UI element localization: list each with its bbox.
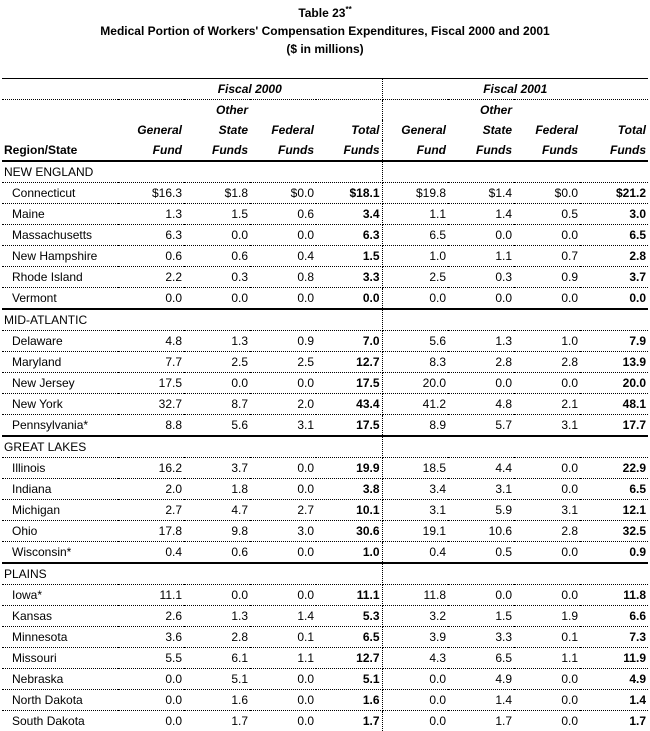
table-cell: 20.0 — [382, 373, 448, 394]
state-name: Ohio — [2, 521, 118, 542]
column-header-cell: State — [448, 120, 514, 140]
table-cell: 3.1 — [514, 500, 580, 521]
table-row — [2, 246, 648, 267]
table-cell: 48.1 — [580, 394, 648, 415]
table-cell: 0.3 — [448, 267, 514, 288]
table-cell: 1.0 — [514, 331, 580, 352]
table-cell: 4.3 — [382, 648, 448, 669]
state-name: Illinois — [2, 458, 118, 479]
table-cell: 0.0 — [382, 669, 448, 690]
state-name: Missouri — [2, 648, 118, 669]
table-cell: 0.5 — [448, 542, 514, 564]
table-cell: 1.3 — [184, 606, 250, 627]
table-cell: 0.0 — [514, 711, 580, 731]
table-cell: 1.4 — [580, 690, 648, 711]
region-name: MID-ATLANTIC — [2, 309, 382, 331]
table-cell: 0.6 — [184, 246, 250, 267]
table-cell: 1.5 — [184, 204, 250, 225]
table-cell: 7.3 — [580, 627, 648, 648]
table-cell: 7.0 — [316, 331, 382, 352]
state-name: Pennsylvania* — [2, 415, 118, 437]
column-header-row — [2, 140, 648, 161]
table-cell: 3.8 — [316, 479, 382, 500]
table-cell: 6.6 — [580, 606, 648, 627]
table-cell: 2.0 — [118, 479, 184, 500]
table-cell: 8.8 — [118, 415, 184, 437]
table-cell: 0.0 — [448, 373, 514, 394]
table-cell: 0.0 — [118, 288, 184, 310]
table-cell: 3.2 — [382, 606, 448, 627]
table-cell: 0.6 — [118, 246, 184, 267]
table-cell: 1.1 — [250, 648, 316, 669]
column-header-cell: Funds — [448, 140, 514, 161]
table-row — [2, 690, 648, 711]
table-cell: 0.0 — [514, 585, 580, 606]
table-row — [2, 183, 648, 204]
column-header-cell: Funds — [316, 140, 382, 161]
table-cell: 1.5 — [448, 606, 514, 627]
table-cell: 0.5 — [514, 204, 580, 225]
table-cell: 2.8 — [184, 627, 250, 648]
table-cell: 0.4 — [250, 246, 316, 267]
state-name: Iowa* — [2, 585, 118, 606]
table-cell: 5.9 — [448, 500, 514, 521]
table-row — [2, 542, 648, 564]
region-row-fill — [382, 309, 648, 331]
table-cell: 0.0 — [514, 288, 580, 310]
table-cell: 8.3 — [382, 352, 448, 373]
table-cell: 0.0 — [250, 711, 316, 731]
table-title-block — [0, 0, 650, 58]
table-row — [2, 627, 648, 648]
table-cell: 3.0 — [250, 521, 316, 542]
column-header-cell — [2, 120, 118, 140]
region-row — [2, 436, 648, 458]
table-cell: 0.0 — [250, 373, 316, 394]
table-cell: 2.8 — [448, 352, 514, 373]
table-cell: 3.6 — [118, 627, 184, 648]
table-cell: 0.0 — [118, 690, 184, 711]
table-cell: 6.3 — [316, 225, 382, 246]
table-cell: 0.1 — [250, 627, 316, 648]
table-cell: 7.7 — [118, 352, 184, 373]
table-cell: 17.8 — [118, 521, 184, 542]
table-cell: 17.7 — [580, 415, 648, 437]
table-cell: 0.9 — [514, 267, 580, 288]
table-cell: 1.6 — [184, 690, 250, 711]
table-cell: 3.7 — [184, 458, 250, 479]
table-cell: 3.4 — [382, 479, 448, 500]
region-row — [2, 161, 648, 183]
fiscal-year-header-row — [2, 79, 648, 100]
table-cell: 1.5 — [316, 246, 382, 267]
table-cell: 1.0 — [316, 542, 382, 564]
column-header-cell: Other — [184, 100, 250, 121]
table-cell: 2.2 — [118, 267, 184, 288]
table-cell: 0.0 — [514, 479, 580, 500]
table-cell: 2.7 — [118, 500, 184, 521]
table-cell: 3.3 — [448, 627, 514, 648]
state-name: Maine — [2, 204, 118, 225]
table-cell: 2.6 — [118, 606, 184, 627]
table-cell: 0.0 — [514, 225, 580, 246]
table-cell: 18.5 — [382, 458, 448, 479]
table-cell: 32.5 — [580, 521, 648, 542]
column-header-cell: General — [382, 120, 448, 140]
table-cell: 1.3 — [118, 204, 184, 225]
table-cell: 0.0 — [448, 585, 514, 606]
state-name: Kansas — [2, 606, 118, 627]
table-cell: 1.3 — [448, 331, 514, 352]
table-cell: 6.5 — [316, 627, 382, 648]
state-name: Delaware — [2, 331, 118, 352]
table-cell: 0.0 — [580, 288, 648, 310]
table-cell: 3.3 — [316, 267, 382, 288]
table-cell: 0.0 — [250, 225, 316, 246]
table-cell: 2.0 — [250, 394, 316, 415]
table-row — [2, 500, 648, 521]
region-name: NEW ENGLAND — [2, 161, 382, 183]
table-cell: 4.9 — [580, 669, 648, 690]
table-cell: 4.7 — [184, 500, 250, 521]
table-cell: 16.2 — [118, 458, 184, 479]
state-name: Nebraska — [2, 669, 118, 690]
table-cell: 8.9 — [382, 415, 448, 437]
table-cell: 1.1 — [514, 648, 580, 669]
table-cell: 0.0 — [382, 288, 448, 310]
state-name: New York — [2, 394, 118, 415]
column-header-row — [2, 100, 648, 121]
table-cell: 1.7 — [316, 711, 382, 731]
state-name: North Dakota — [2, 690, 118, 711]
table-cell: 6.5 — [448, 648, 514, 669]
column-header-cell: Funds — [514, 140, 580, 161]
table-cell: 2.5 — [184, 352, 250, 373]
table-cell: 1.4 — [448, 690, 514, 711]
table-cell: 2.1 — [514, 394, 580, 415]
column-header-cell: Total — [580, 120, 648, 140]
column-header-row — [2, 120, 648, 140]
column-header-cell — [316, 100, 382, 121]
table-cell: 13.9 — [580, 352, 648, 373]
table-cell: 3.0 — [580, 204, 648, 225]
table-cell: 5.1 — [316, 669, 382, 690]
table-row — [2, 394, 648, 415]
table-cell: 1.8 — [184, 479, 250, 500]
region-row-fill — [382, 436, 648, 458]
table-cell: 5.1 — [184, 669, 250, 690]
table-cell: 4.4 — [448, 458, 514, 479]
table-cell: 1.1 — [448, 246, 514, 267]
table-cell: 0.3 — [184, 267, 250, 288]
column-header-cell — [118, 100, 184, 121]
column-header-cell — [250, 100, 316, 121]
table-cell: 1.4 — [448, 204, 514, 225]
table-cell: 5.6 — [382, 331, 448, 352]
table-cell: 6.5 — [580, 479, 648, 500]
table-cell: 3.1 — [250, 415, 316, 437]
table-row — [2, 225, 648, 246]
table-cell: 0.0 — [514, 373, 580, 394]
state-name: Massachusetts — [2, 225, 118, 246]
table-cell: 17.5 — [316, 415, 382, 437]
table-number-text: Table 23 — [298, 6, 345, 20]
table-units: ($ in millions) — [0, 40, 650, 58]
table-number — [0, 1, 650, 22]
table-cell: 11.9 — [580, 648, 648, 669]
table-cell: 0.0 — [250, 542, 316, 564]
column-header-cell: Federal — [250, 120, 316, 140]
table-cell: 0.0 — [250, 690, 316, 711]
table-cell: 2.8 — [514, 521, 580, 542]
table-row — [2, 648, 648, 669]
table-cell: 1.6 — [316, 690, 382, 711]
table-row — [2, 267, 648, 288]
table-cell: 0.0 — [250, 479, 316, 500]
table-row — [2, 373, 648, 394]
state-name: Michigan — [2, 500, 118, 521]
table-cell: 0.0 — [448, 288, 514, 310]
table-cell: 0.0 — [316, 288, 382, 310]
data-table — [2, 78, 648, 731]
table-cell: 1.1 — [382, 204, 448, 225]
table-cell: 8.7 — [184, 394, 250, 415]
table-cell: $0.0 — [514, 183, 580, 204]
table-cell: 3.1 — [514, 415, 580, 437]
table-cell: 30.6 — [316, 521, 382, 542]
table-row — [2, 711, 648, 731]
table-cell: 0.0 — [382, 711, 448, 731]
column-header-cell: General — [118, 120, 184, 140]
column-header-cell — [580, 100, 648, 121]
table-cell: 2.7 — [250, 500, 316, 521]
table-cell: $0.0 — [250, 183, 316, 204]
column-header-cell: Fund — [382, 140, 448, 161]
table-cell: 1.7 — [184, 711, 250, 731]
region-row — [2, 563, 648, 585]
table-cell: 0.9 — [250, 331, 316, 352]
state-name: South Dakota — [2, 711, 118, 731]
column-header-cell: State — [184, 120, 250, 140]
table-cell: 0.0 — [118, 669, 184, 690]
table-cell: 6.5 — [382, 225, 448, 246]
state-name: New Jersey — [2, 373, 118, 394]
table-cell: 12.7 — [316, 648, 382, 669]
table-cell: 0.0 — [448, 225, 514, 246]
table-cell: $18.1 — [316, 183, 382, 204]
table-cell: 10.1 — [316, 500, 382, 521]
table-cell: 6.3 — [118, 225, 184, 246]
table-cell: 17.5 — [316, 373, 382, 394]
table-cell: 0.0 — [382, 690, 448, 711]
fiscal-2001-header: Fiscal 2001 — [382, 79, 648, 100]
table-cell: 0.7 — [514, 246, 580, 267]
table-cell: $19.8 — [382, 183, 448, 204]
column-header-cell — [382, 100, 448, 121]
table-cell: 3.1 — [382, 500, 448, 521]
table-cell: 19.9 — [316, 458, 382, 479]
table-cell: 11.1 — [316, 585, 382, 606]
table-cell: 9.8 — [184, 521, 250, 542]
table-cell: 5.6 — [184, 415, 250, 437]
state-name: Wisconsin* — [2, 542, 118, 564]
table-row — [2, 606, 648, 627]
table-cell: 1.3 — [184, 331, 250, 352]
table-cell: 43.4 — [316, 394, 382, 415]
table-cell: 4.8 — [118, 331, 184, 352]
state-name: New Hampshire — [2, 246, 118, 267]
table-cell: 0.0 — [184, 288, 250, 310]
table-cell: 0.8 — [250, 267, 316, 288]
column-header-cell: Fund — [118, 140, 184, 161]
column-header-cell: Other — [448, 100, 514, 121]
column-header-cell: Funds — [580, 140, 648, 161]
table-cell: 0.4 — [382, 542, 448, 564]
table-cell: 1.9 — [514, 606, 580, 627]
table-cell: 0.6 — [250, 204, 316, 225]
region-row-fill — [382, 161, 648, 183]
table-cell: 2.8 — [514, 352, 580, 373]
table-cell: 3.9 — [382, 627, 448, 648]
table-cell: 1.7 — [580, 711, 648, 731]
table-row — [2, 415, 648, 437]
table-cell: 5.7 — [448, 415, 514, 437]
state-name: Maryland — [2, 352, 118, 373]
column-header-cell: Federal — [514, 120, 580, 140]
state-name: Vermont — [2, 288, 118, 310]
table-cell: 22.9 — [580, 458, 648, 479]
table-cell: $1.8 — [184, 183, 250, 204]
table-cell: 0.0 — [514, 669, 580, 690]
region-row — [2, 309, 648, 331]
table-cell: 0.4 — [118, 542, 184, 564]
table-cell: 0.0 — [514, 690, 580, 711]
region-name: GREAT LAKES — [2, 436, 382, 458]
table-cell: 0.0 — [514, 542, 580, 564]
table-cell: 11.8 — [580, 585, 648, 606]
table-cell: 0.0 — [184, 225, 250, 246]
table-row — [2, 479, 648, 500]
table-cell: $1.4 — [448, 183, 514, 204]
table-cell: 10.6 — [448, 521, 514, 542]
table-cell: 1.4 — [250, 606, 316, 627]
table-cell: 3.1 — [448, 479, 514, 500]
table-cell: 0.0 — [184, 373, 250, 394]
table-cell: 11.1 — [118, 585, 184, 606]
region-name: PLAINS — [2, 563, 382, 585]
table-cell: $21.2 — [580, 183, 648, 204]
table-cell: 1.7 — [448, 711, 514, 731]
state-name: Indiana — [2, 479, 118, 500]
fiscal-2000-header: Fiscal 2000 — [118, 79, 382, 100]
state-name: Minnesota — [2, 627, 118, 648]
column-header-cell: Region/State — [2, 140, 118, 161]
state-name: Rhode Island — [2, 267, 118, 288]
table-cell: 0.0 — [250, 585, 316, 606]
table-cell: 6.1 — [184, 648, 250, 669]
table-cell: 2.5 — [250, 352, 316, 373]
table-cell: 0.0 — [250, 669, 316, 690]
region-row-fill — [382, 563, 648, 585]
table-cell: 3.4 — [316, 204, 382, 225]
table-row — [2, 585, 648, 606]
table-cell: 19.1 — [382, 521, 448, 542]
table-cell: 17.5 — [118, 373, 184, 394]
table-cell: 7.9 — [580, 331, 648, 352]
table-cell: 0.1 — [514, 627, 580, 648]
table-cell: 20.0 — [580, 373, 648, 394]
table-cell: 0.0 — [514, 458, 580, 479]
table-cell: 0.0 — [250, 458, 316, 479]
table-cell: 5.5 — [118, 648, 184, 669]
table-cell: 0.9 — [580, 542, 648, 564]
table-row — [2, 288, 648, 310]
state-name: Connecticut — [2, 183, 118, 204]
table-cell: 0.0 — [184, 585, 250, 606]
table-cell: 0.0 — [118, 711, 184, 731]
column-header-cell: Total — [316, 120, 382, 140]
column-header-cell: Funds — [250, 140, 316, 161]
table-cell: 2.5 — [382, 267, 448, 288]
table-row — [2, 331, 648, 352]
table-cell: 41.2 — [382, 394, 448, 415]
table-cell: 0.0 — [250, 288, 316, 310]
table-row — [2, 458, 648, 479]
table-title: Medical Portion of Workers' Compensation Expenditures, Fiscal 2000 and 2001 — [0, 22, 650, 40]
table-row — [2, 204, 648, 225]
table-cell: 4.8 — [448, 394, 514, 415]
table-cell: 4.9 — [448, 669, 514, 690]
table-cell: 1.0 — [382, 246, 448, 267]
table-cell: 5.3 — [316, 606, 382, 627]
column-header-cell: Funds — [184, 140, 250, 161]
table-row — [2, 352, 648, 373]
table-cell: 32.7 — [118, 394, 184, 415]
table-row — [2, 669, 648, 690]
table-cell: 3.7 — [580, 267, 648, 288]
column-header-cell — [514, 100, 580, 121]
table-number-mark: ** — [345, 5, 351, 14]
table-cell: 12.1 — [580, 500, 648, 521]
table-cell: 6.5 — [580, 225, 648, 246]
table-cell: 12.7 — [316, 352, 382, 373]
table-row — [2, 521, 648, 542]
table-cell: $16.3 — [118, 183, 184, 204]
table-cell: 2.8 — [580, 246, 648, 267]
table-cell: 0.6 — [184, 542, 250, 564]
table-cell: 11.8 — [382, 585, 448, 606]
column-header-cell — [2, 100, 118, 121]
